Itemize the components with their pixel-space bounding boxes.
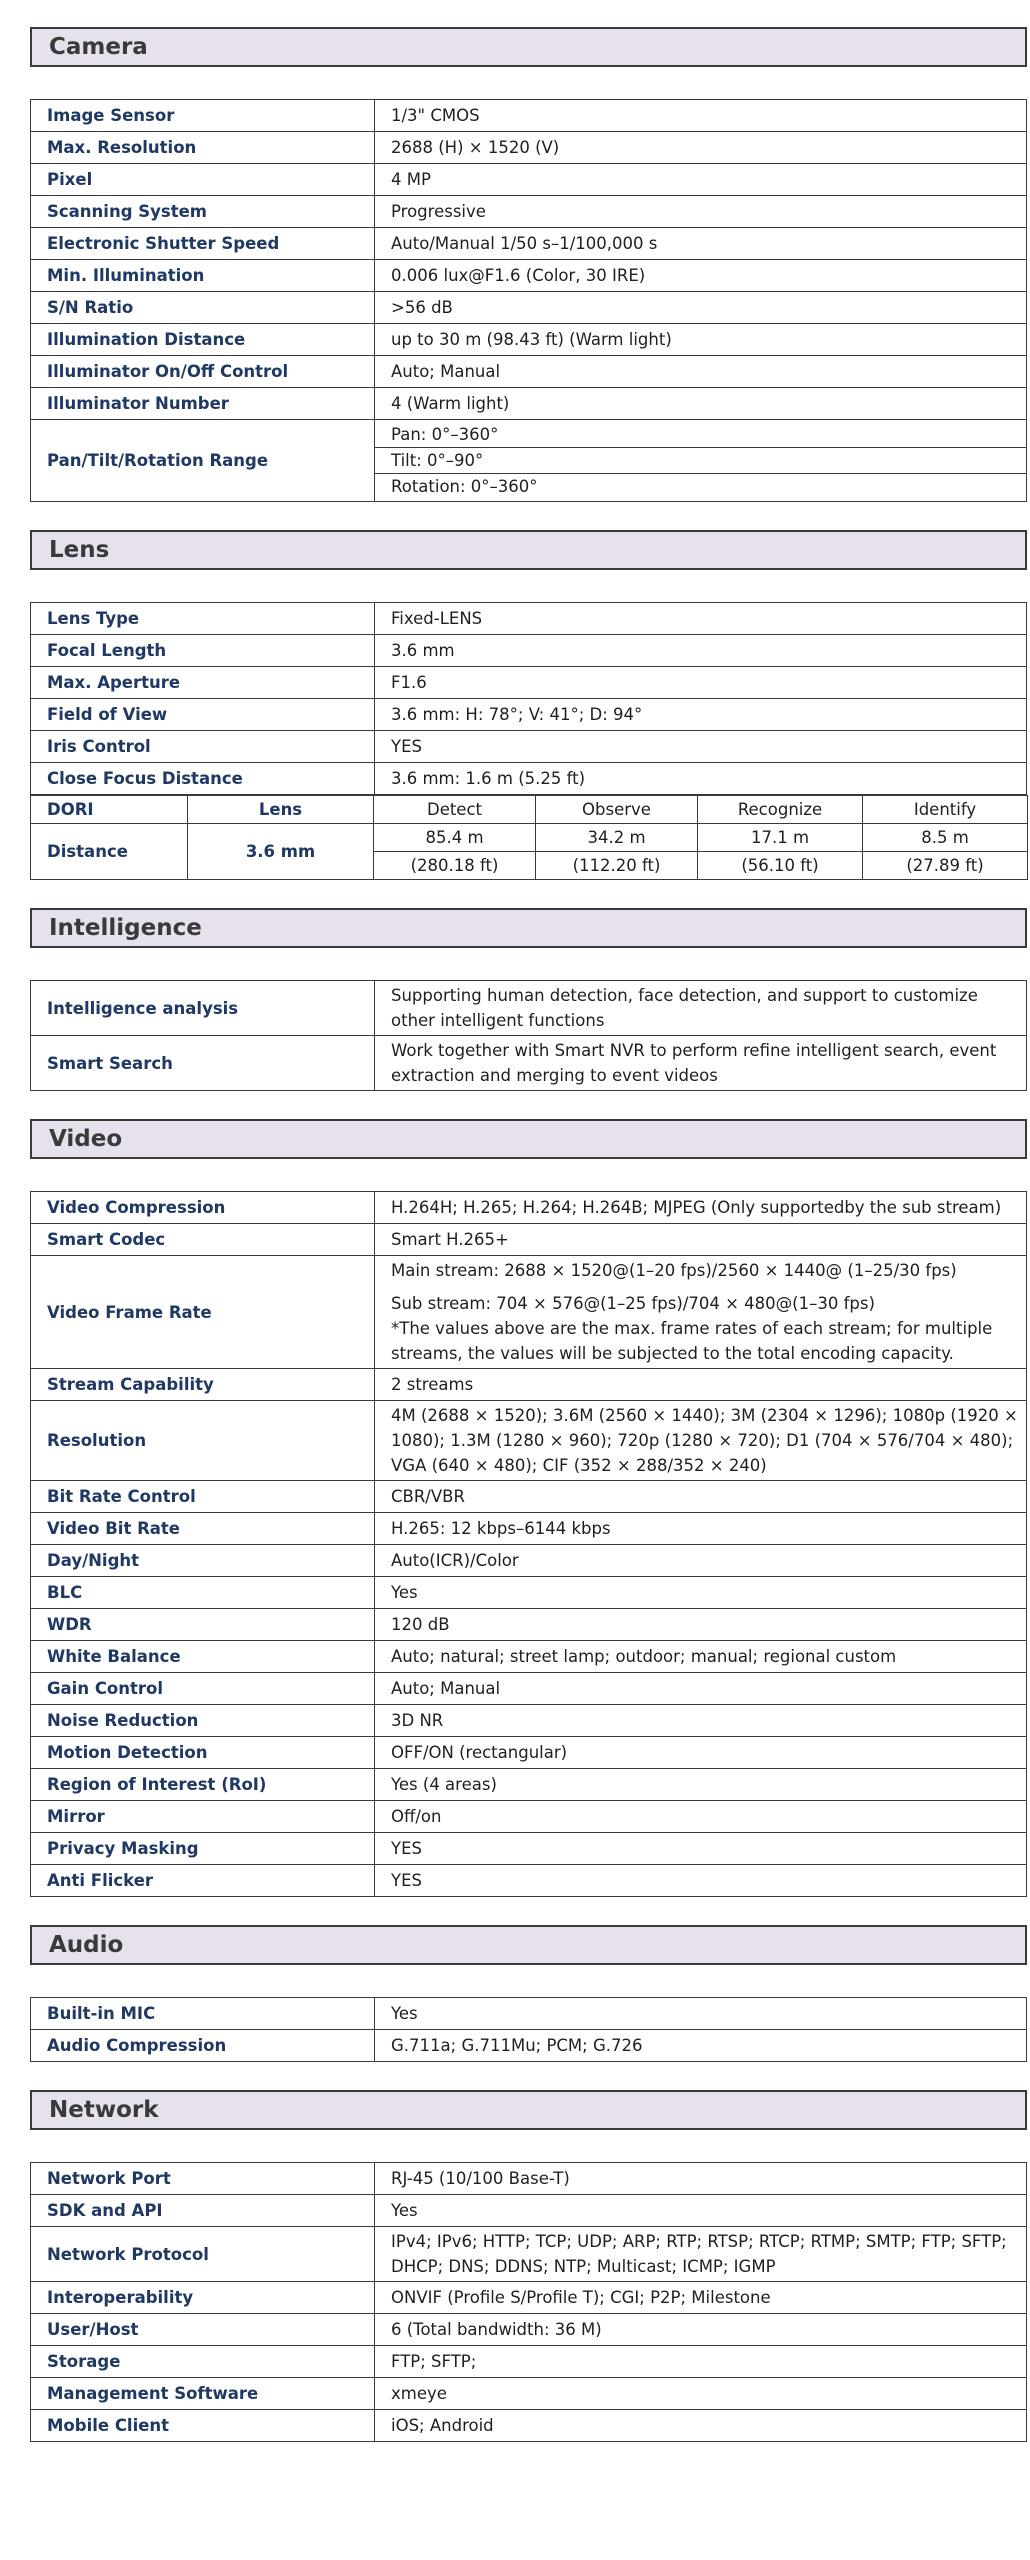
video-rows [31, 1192, 1027, 1897]
spec-row [31, 324, 1027, 356]
spec-label: Electronic Shutter Speed [31, 228, 375, 260]
spec-row [31, 100, 1027, 132]
spec-value: Yes (4 areas) [375, 1769, 1027, 1801]
spec-value: Yes [375, 1577, 1027, 1609]
spec-row [31, 164, 1027, 196]
spec-value: 3.6 mm [375, 635, 1027, 667]
spec-label: Built-in MIC [31, 1998, 375, 2030]
spec-value: 2 streams [375, 1369, 1027, 1401]
spec-value: Work together with Smart NVR to perform refine intelligent search, event extraction and merging to event videos [375, 1036, 1027, 1091]
spec-label: Illuminator On/Off Control [31, 356, 375, 388]
spec-value: 0.006 lux@F1.6 (Color, 30 IRE) [375, 260, 1027, 292]
spec-label: Motion Detection [31, 1737, 375, 1769]
spec-value: OFF/ON (rectangular) [375, 1737, 1027, 1769]
section-header-intelligence: Intelligence [30, 908, 1027, 948]
spec-value: Yes [375, 2195, 1027, 2227]
spec-row [31, 1481, 1027, 1513]
spec-label: Bit Rate Control [31, 1481, 375, 1513]
spec-label: Gain Control [31, 1673, 375, 1705]
spec-row [31, 763, 1027, 795]
spec-label: Day/Night [31, 1545, 375, 1577]
spec-label: Noise Reduction [31, 1705, 375, 1737]
spec-label: S/N Ratio [31, 292, 375, 324]
spec-row [31, 388, 1027, 420]
spec-row [31, 228, 1027, 260]
dori-col-detect: Detect [374, 796, 536, 824]
spec-row [31, 260, 1027, 292]
spec-row [31, 1998, 1027, 2030]
spec-row [31, 2410, 1027, 2442]
spec-row [31, 132, 1027, 164]
section-header-audio: Audio [30, 1925, 1027, 1965]
spec-row [31, 1737, 1027, 1769]
network-rows [31, 2163, 1027, 2442]
spec-value: Supporting human detection, face detection, and support to customize other intelligent functions [375, 981, 1027, 1036]
spec-label: Iris Control [31, 731, 375, 763]
spec-row [31, 667, 1027, 699]
spec-label: Illumination Distance [31, 324, 375, 356]
spec-value: Auto(ICR)/Color [375, 1545, 1027, 1577]
spec-label: Anti Flicker [31, 1865, 375, 1897]
spec-label: Field of View [31, 699, 375, 731]
spec-row [31, 1369, 1027, 1401]
spec-value: Progressive [375, 196, 1027, 228]
dori-col-recognize: Recognize [698, 796, 863, 824]
section-header-video: Video [30, 1119, 1027, 1159]
spec-row [31, 1705, 1027, 1737]
spec-row [31, 2314, 1027, 2346]
spec-label: Mirror [31, 1801, 375, 1833]
spec-value: G.711a; G.711Mu; PCM; G.726 [375, 2030, 1027, 2062]
spec-label: Network Port [31, 2163, 375, 2195]
spec-label: Video Compression [31, 1192, 375, 1224]
spec-label: Interoperability [31, 2282, 375, 2314]
spec-row [31, 1224, 1027, 1256]
audio-table [30, 1997, 1027, 2062]
spec-value: 1/3" CMOS [375, 100, 1027, 132]
sub-stream-rate: Sub stream: 704 × 576@(1–25 fps)/704 × 480@(1–30 fps) [391, 1294, 875, 1313]
spec-label: Max. Aperture [31, 667, 375, 699]
spec-row [31, 2282, 1027, 2314]
spec-row [31, 2227, 1027, 2282]
spec-value: Auto; Manual [375, 356, 1027, 388]
spec-value: 4M (2688 × 1520); 3.6M (2560 × 1440); 3M (2304 × 1296); 1080p (1920 × 1080); 1.3M (1280 × 960); 720p (1280 × 720); D1 (704 × 576/704 × 480); VGA (640 × 480); CIF (352 × 288/352 × 240) [375, 1401, 1027, 1481]
spec-value: 3D NR [375, 1705, 1027, 1737]
spec-label: Scanning System [31, 196, 375, 228]
spec-value: Fixed-LENS [375, 603, 1027, 635]
spec-row [31, 292, 1027, 324]
spec-value: ONVIF (Profile S/Profile T); CGI; P2P; Milestone [375, 2282, 1027, 2314]
dori-cell: 34.2 m [536, 824, 698, 852]
spec-label: Privacy Masking [31, 1833, 375, 1865]
spec-value: iOS; Android [375, 2410, 1027, 2442]
spec-label: Focal Length [31, 635, 375, 667]
spec-value: 4 MP [375, 164, 1027, 196]
section-header-network: Network [30, 2090, 1027, 2130]
camera-rows [31, 100, 1027, 502]
spec-value: Yes [375, 1998, 1027, 2030]
spec-value: Off/on [375, 1801, 1027, 1833]
spec-label: White Balance [31, 1641, 375, 1673]
spec-value: xmeye [375, 2378, 1027, 2410]
section-header-camera: Camera [30, 27, 1027, 67]
spec-label: Network Protocol [31, 2227, 375, 2282]
spec-row [31, 1577, 1027, 1609]
spec-row [31, 2346, 1027, 2378]
spec-row [31, 699, 1027, 731]
spec-row-frame-rate [31, 1256, 1027, 1369]
lens-table [30, 602, 1027, 795]
network-table [30, 2162, 1027, 2442]
spec-label: Lens Type [31, 603, 375, 635]
spec-value: H.264H; H.265; H.264; H.264B; MJPEG (Only supportedby the sub stream) [375, 1192, 1027, 1224]
main-stream-rate: Main stream: 2688 × 1520@(1–20 fps)/2560 × 1440@ (1–25/30 fps) [391, 1261, 957, 1280]
spec-value: Auto/Manual 1/50 s–1/100,000 s [375, 228, 1027, 260]
spec-value: F1.6 [375, 667, 1027, 699]
spec-row [31, 1801, 1027, 1833]
spec-label: Max. Resolution [31, 132, 375, 164]
spec-label: Intelligence analysis [31, 981, 375, 1036]
spec-row [31, 1192, 1027, 1224]
dori-cell: (112.20 ft) [536, 852, 698, 880]
dori-col-identify: Identify [863, 796, 1028, 824]
spec-label: Stream Capability [31, 1369, 375, 1401]
dori-cell: 85.4 m [374, 824, 536, 852]
video-table [30, 1191, 1027, 1897]
spec-label: SDK and API [31, 2195, 375, 2227]
camera-table [30, 99, 1027, 502]
spec-value [375, 1256, 1027, 1369]
spec-row [31, 1833, 1027, 1865]
spec-value: CBR/VBR [375, 1481, 1027, 1513]
spec-row-ptr [31, 420, 1027, 502]
spec-row [31, 2163, 1027, 2195]
spec-row [31, 356, 1027, 388]
spec-value: >56 dB [375, 292, 1027, 324]
spec-value: YES [375, 1865, 1027, 1897]
dori-header-row [31, 796, 1028, 824]
spec-value: 120 dB [375, 1609, 1027, 1641]
dori-table [30, 795, 1028, 880]
spec-value: Auto; Manual [375, 1673, 1027, 1705]
spec-value: 6 (Total bandwidth: 36 M) [375, 2314, 1027, 2346]
section-header-lens: Lens [30, 530, 1027, 570]
spec-value: 3.6 mm: H: 78°; V: 41°; D: 94° [375, 699, 1027, 731]
spec-row [31, 1036, 1027, 1091]
spec-row [31, 2195, 1027, 2227]
spec-value: 3.6 mm: 1.6 m (5.25 ft) [375, 763, 1027, 795]
spec-label: Audio Compression [31, 2030, 375, 2062]
spec-row [31, 731, 1027, 763]
intelligence-rows [31, 981, 1027, 1091]
intelligence-table [30, 980, 1027, 1091]
dori-cell: (56.10 ft) [698, 852, 863, 880]
spec-value: FTP; SFTP; [375, 2346, 1027, 2378]
spec-row [31, 635, 1027, 667]
spec-label: Storage [31, 2346, 375, 2378]
spec-label: Smart Search [31, 1036, 375, 1091]
spec-value: 2688 (H) × 1520 (V) [375, 132, 1027, 164]
spec-row [31, 1545, 1027, 1577]
dori-label: DORI [31, 796, 188, 824]
spec-row [31, 1641, 1027, 1673]
dori-meters-row [31, 824, 1028, 852]
rotation-range: Rotation: 0°–360° [375, 473, 1026, 499]
spec-value: 4 (Warm light) [375, 388, 1027, 420]
spec-row [31, 603, 1027, 635]
spec-row [31, 1513, 1027, 1545]
dori-lens-value: 3.6 mm [188, 824, 374, 880]
spec-label: Pan/Tilt/Rotation Range [31, 420, 375, 502]
spec-label: User/Host [31, 2314, 375, 2346]
spec-label: Video Bit Rate [31, 1513, 375, 1545]
spec-label: Min. Illumination [31, 260, 375, 292]
spec-row [31, 1609, 1027, 1641]
spec-label: WDR [31, 1609, 375, 1641]
spec-label: BLC [31, 1577, 375, 1609]
tilt-range: Tilt: 0°–90° [375, 447, 1026, 473]
spec-label: Region of Interest (RoI) [31, 1769, 375, 1801]
spec-sheet [30, 27, 1027, 2442]
dori-cell: (280.18 ft) [374, 852, 536, 880]
audio-rows [31, 1998, 1027, 2062]
spec-label: Illuminator Number [31, 388, 375, 420]
frame-rate-note: *The values above are the max. frame rates of each stream; for multiple streams, the values will be subjected to the total encoding capacity. [391, 1319, 993, 1363]
spec-label: Image Sensor [31, 100, 375, 132]
spec-row [31, 196, 1027, 228]
spec-value: IPv4; IPv6; HTTP; TCP; UDP; ARP; RTP; RTSP; RTCP; RTMP; SMTP; FTP; SFTP; DHCP; DNS; DDNS; NTP; Multicast; ICMP; IGMP [375, 2227, 1027, 2282]
dori-cell: 8.5 m [863, 824, 1028, 852]
spec-row [31, 1673, 1027, 1705]
spec-value [375, 420, 1027, 502]
spec-label: Mobile Client [31, 2410, 375, 2442]
dori-cell: 17.1 m [698, 824, 863, 852]
spec-row [31, 2378, 1027, 2410]
spec-row [31, 981, 1027, 1036]
dori-rows [31, 796, 1028, 880]
spec-value: YES [375, 731, 1027, 763]
spec-value: Auto; natural; street lamp; outdoor; manual; regional custom [375, 1641, 1027, 1673]
dori-cell: (27.89 ft) [863, 852, 1028, 880]
spec-label: Smart Codec [31, 1224, 375, 1256]
pan-range: Pan: 0°–360° [391, 425, 499, 444]
lens-rows [31, 603, 1027, 795]
dori-distance-label: Distance [31, 824, 188, 880]
spec-row [31, 1865, 1027, 1897]
spec-label: Video Frame Rate [31, 1256, 375, 1369]
spec-value: up to 30 m (98.43 ft) (Warm light) [375, 324, 1027, 356]
spec-value: Smart H.265+ [375, 1224, 1027, 1256]
spec-label: Management Software [31, 2378, 375, 2410]
spec-label: Close Focus Distance [31, 763, 375, 795]
dori-col-observe: Observe [536, 796, 698, 824]
spec-row [31, 1769, 1027, 1801]
dori-lens-header: Lens [188, 796, 374, 824]
spec-row [31, 1401, 1027, 1481]
spec-label: Resolution [31, 1401, 375, 1481]
spec-label: Pixel [31, 164, 375, 196]
spec-value: RJ-45 (10/100 Base-T) [375, 2163, 1027, 2195]
spec-row [31, 2030, 1027, 2062]
spec-value: H.265: 12 kbps–6144 kbps [375, 1513, 1027, 1545]
spec-value: YES [375, 1833, 1027, 1865]
